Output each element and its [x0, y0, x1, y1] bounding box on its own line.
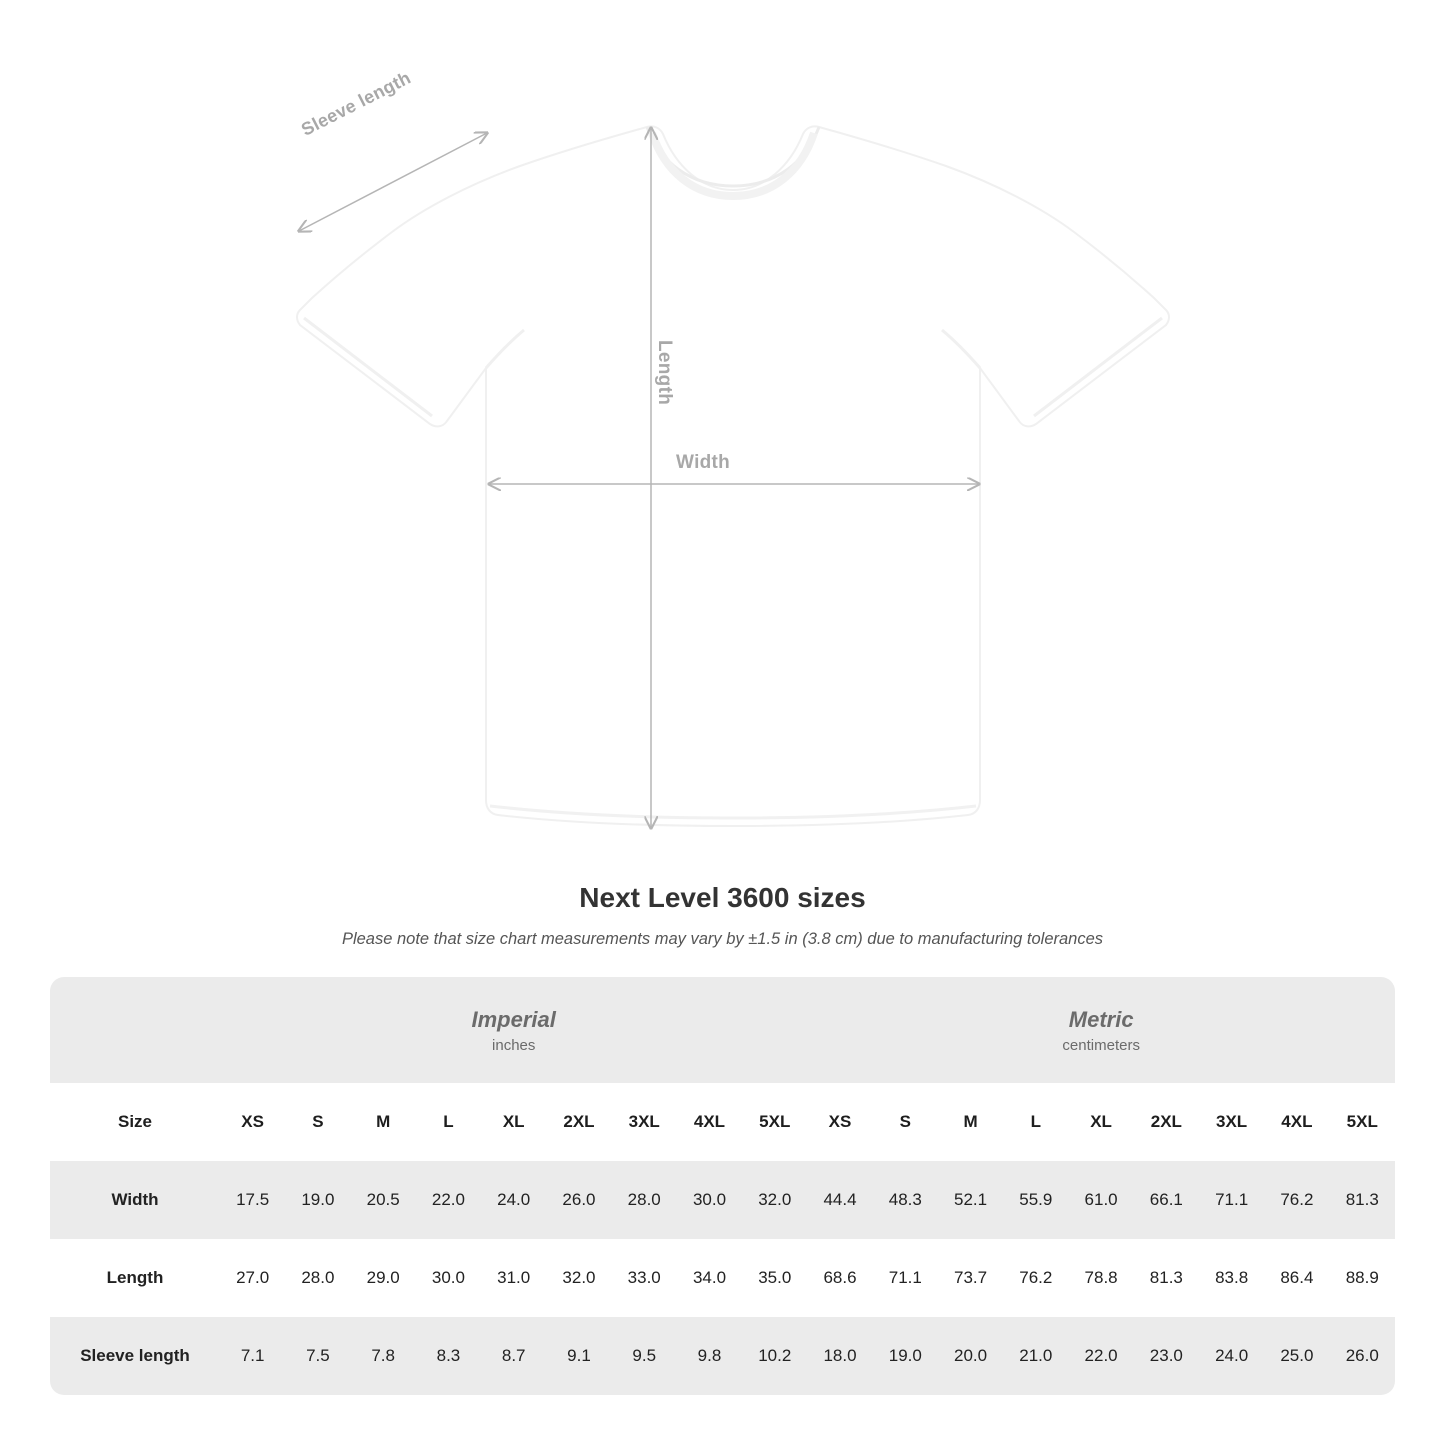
- measure-cell: 32.0: [742, 1161, 807, 1239]
- measure-cell: 88.9: [1330, 1239, 1395, 1317]
- size-header-cell: 3XL: [1199, 1083, 1264, 1161]
- measure-cell: 17.5: [220, 1161, 285, 1239]
- measure-cell: 27.0: [220, 1239, 285, 1317]
- page-title: Next Level 3600 sizes: [579, 882, 866, 913]
- measure-cell: 81.3: [1134, 1239, 1199, 1317]
- table-row: [50, 1317, 1395, 1395]
- tshirt-shape: [297, 126, 1169, 826]
- measure-cell: 35.0: [742, 1239, 807, 1317]
- measure-cell: 28.0: [612, 1161, 677, 1239]
- measure-cell: 76.2: [1264, 1161, 1329, 1239]
- measure-cell: 24.0: [481, 1161, 546, 1239]
- measure-cell: 22.0: [416, 1161, 481, 1239]
- measure-cell: 76.2: [1003, 1239, 1068, 1317]
- size-header-cell: M: [938, 1083, 1003, 1161]
- size-table: [50, 977, 1395, 1395]
- unit-group-imperial-unit: inches: [492, 1037, 536, 1055]
- measure-cell: 20.0: [938, 1317, 1003, 1395]
- table-row: [50, 1239, 1395, 1317]
- size-header-cell: 5XL: [742, 1083, 807, 1161]
- measure-cell: 26.0: [1330, 1317, 1395, 1395]
- tolerance-note: Please note that size chart measurements may vary by ±1.5 in (3.8 cm) due to manufacturing tolerances: [341, 930, 1104, 948]
- measure-cell: 7.1: [220, 1317, 285, 1395]
- size-table-container: [50, 977, 1395, 1395]
- size-header-cell: S: [285, 1083, 350, 1161]
- size-header-cell: L: [416, 1083, 481, 1161]
- size-header-cell: S: [873, 1083, 938, 1161]
- measure-cell: 9.1: [546, 1317, 611, 1395]
- size-header-cell: 4XL: [677, 1083, 742, 1161]
- measure-row-label: Width: [50, 1161, 220, 1239]
- size-header-cell: 2XL: [546, 1083, 611, 1161]
- measure-cell: 10.2: [742, 1317, 807, 1395]
- table-row: [50, 1161, 1395, 1239]
- measure-cell: 20.5: [351, 1161, 416, 1239]
- measure-cell: 21.0: [1003, 1317, 1068, 1395]
- measure-cell: 73.7: [938, 1239, 1003, 1317]
- measure-cell: 30.0: [677, 1161, 742, 1239]
- unit-group-imperial-name: Imperial: [471, 1006, 556, 1032]
- measure-cell: 55.9: [1003, 1161, 1068, 1239]
- measure-cell: 68.6: [807, 1239, 872, 1317]
- length-label: Length: [654, 340, 675, 406]
- measure-cell: 19.0: [873, 1317, 938, 1395]
- size-header-cell: XL: [481, 1083, 546, 1161]
- size-header-cell: 2XL: [1134, 1083, 1199, 1161]
- measure-cell: 8.7: [481, 1317, 546, 1395]
- measure-cell: 29.0: [351, 1239, 416, 1317]
- measure-cell: 22.0: [1068, 1317, 1133, 1395]
- measure-cell: 44.4: [807, 1161, 872, 1239]
- measure-cell: 7.5: [285, 1317, 350, 1395]
- measure-cell: 18.0: [807, 1317, 872, 1395]
- size-header-cell: XL: [1068, 1083, 1133, 1161]
- unit-group-metric: [807, 977, 1395, 1083]
- unit-header-spacer: [50, 977, 220, 1083]
- measure-cell: 81.3: [1330, 1161, 1395, 1239]
- measure-row-label: Sleeve length: [50, 1317, 220, 1395]
- width-label: Width: [676, 452, 731, 473]
- unit-group-metric-unit: centimeters: [1062, 1037, 1140, 1055]
- measure-cell: 78.8: [1068, 1239, 1133, 1317]
- measure-cell: 31.0: [481, 1239, 546, 1317]
- measure-cell: 9.5: [612, 1317, 677, 1395]
- measure-row-label: Length: [50, 1239, 220, 1317]
- measure-cell: 28.0: [285, 1239, 350, 1317]
- unit-group-imperial: [220, 977, 807, 1083]
- sleeve-length-label: Sleeve length: [298, 67, 414, 140]
- size-header-cell: 5XL: [1330, 1083, 1395, 1161]
- measure-cell: 86.4: [1264, 1239, 1329, 1317]
- measure-cell: 52.1: [938, 1161, 1003, 1239]
- size-header-row: [50, 1083, 1395, 1161]
- measure-cell: 23.0: [1134, 1317, 1199, 1395]
- size-header-label: Size: [50, 1083, 220, 1161]
- measure-cell: 7.8: [351, 1317, 416, 1395]
- measure-cell: 61.0: [1068, 1161, 1133, 1239]
- measure-cell: 71.1: [1199, 1161, 1264, 1239]
- measure-cell: 48.3: [873, 1161, 938, 1239]
- size-header-cell: M: [351, 1083, 416, 1161]
- measure-cell: 30.0: [416, 1239, 481, 1317]
- measure-cell: 71.1: [873, 1239, 938, 1317]
- measure-cell: 33.0: [612, 1239, 677, 1317]
- measure-cell: 34.0: [677, 1239, 742, 1317]
- measure-cell: 26.0: [546, 1161, 611, 1239]
- measure-cell: 83.8: [1199, 1239, 1264, 1317]
- size-header-cell: 4XL: [1264, 1083, 1329, 1161]
- measure-cell: 32.0: [546, 1239, 611, 1317]
- unit-header-row: [50, 977, 1395, 1083]
- size-header-cell: XS: [220, 1083, 285, 1161]
- measure-cell: 8.3: [416, 1317, 481, 1395]
- size-header-cell: L: [1003, 1083, 1068, 1161]
- size-header-cell: 3XL: [612, 1083, 677, 1161]
- unit-group-metric-name: Metric: [1068, 1006, 1134, 1032]
- measure-cell: 24.0: [1199, 1317, 1264, 1395]
- size-header-cell: XS: [807, 1083, 872, 1161]
- measure-cell: 9.8: [677, 1317, 742, 1395]
- measure-cell: 66.1: [1134, 1161, 1199, 1239]
- measure-cell: 19.0: [285, 1161, 350, 1239]
- measure-cell: 25.0: [1264, 1317, 1329, 1395]
